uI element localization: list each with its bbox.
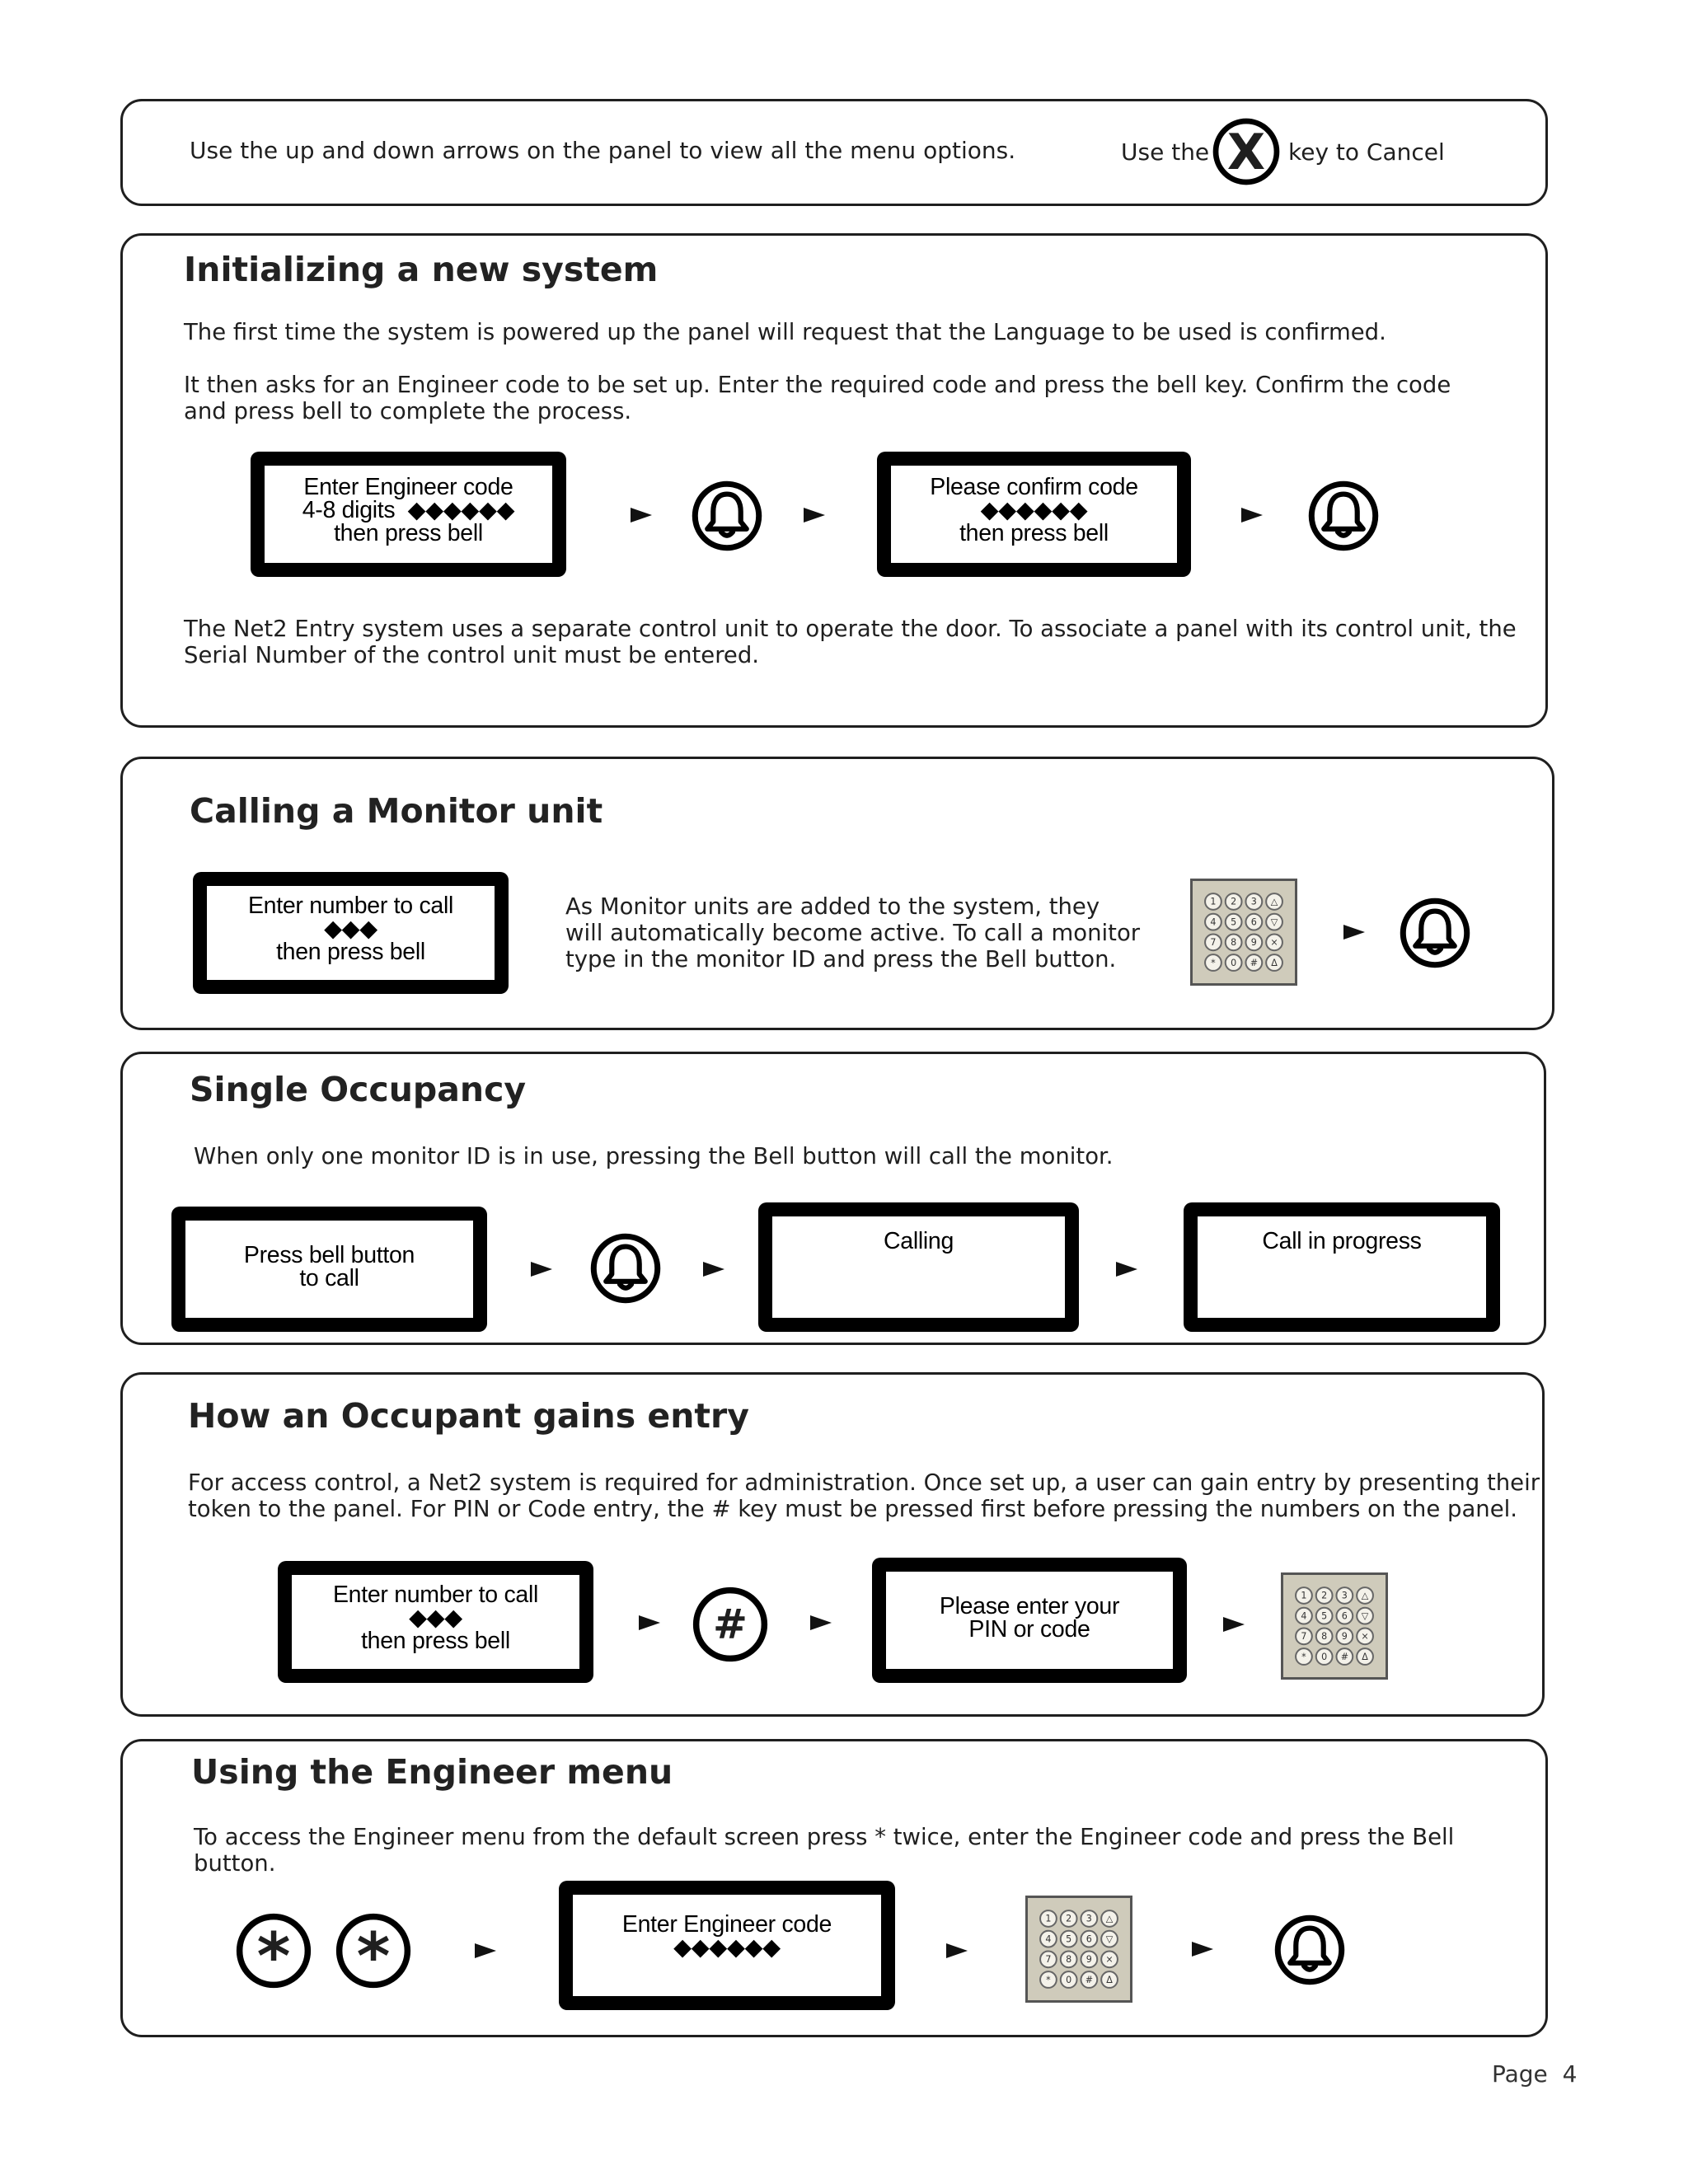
cancel-x-icon: X — [1212, 117, 1281, 186]
monitor-text-2: will automatically become active. To call a monitor — [565, 920, 1141, 946]
keypad-key-label: * — [1046, 1974, 1051, 1985]
lcd-call-in-progress: Call in progress — [1184, 1202, 1500, 1332]
lcd-enter-engineer-code-2: Enter Engineer code ◆◆◆◆◆◆ — [559, 1881, 895, 2010]
keypad-key-label: 7 — [1210, 937, 1217, 949]
arrow-right-icon — [1223, 1617, 1245, 1632]
lcd-enter-pin: Please enter your PIN or code — [872, 1558, 1187, 1683]
keypad-key-label: Δ — [1362, 1651, 1368, 1662]
lcd-enter-number: Enter number to call ◆◆◆ then press bell — [193, 872, 509, 994]
bell-icon — [589, 1232, 662, 1308]
keypad-key-label: ▽ — [1361, 1610, 1369, 1622]
keypad-key-label: 3 — [1250, 896, 1257, 907]
arrow-right-icon — [804, 508, 825, 523]
init-para-3a: The Net2 Entry system uses a separate control unit to operate the door. To associate a panel with its control unit, the — [184, 616, 1517, 642]
keypad-key-label: 8 — [1066, 1954, 1072, 1966]
keypad-key-label: 6 — [1250, 916, 1257, 928]
hash-key-icon: # — [692, 1586, 769, 1663]
keypad-icon — [1281, 1572, 1388, 1680]
top-note-text: Use the up and down arrows on the panel to view all the menu options. — [190, 137, 1016, 164]
bell-icon — [1307, 480, 1380, 555]
keypad-key-label: × — [1105, 1954, 1114, 1966]
keypad-key-label: 1 — [1210, 896, 1217, 907]
keypad-key-label: 0 — [1231, 957, 1237, 968]
keypad-key-label: ▽ — [1270, 916, 1278, 928]
arrow-right-icon — [810, 1615, 832, 1630]
keypad-key-label: 1 — [1301, 1590, 1307, 1601]
keypad-key-label: △ — [1361, 1590, 1369, 1601]
keypad-key-label: 6 — [1085, 1933, 1092, 1945]
keypad-key-label: 0 — [1321, 1651, 1328, 1662]
keypad-key-label: 7 — [1301, 1631, 1307, 1643]
keypad-key-label: 3 — [1085, 1913, 1092, 1924]
keypad-key-label: 4 — [1301, 1610, 1307, 1622]
keypad-key-label: 8 — [1321, 1631, 1328, 1643]
keypad-key-label: × — [1361, 1631, 1369, 1643]
cancel-suffix: key to Cancel — [1288, 138, 1445, 166]
keypad-key-label: 2 — [1231, 896, 1237, 907]
monitor-title: Calling a Monitor unit — [190, 791, 603, 831]
single-para: When only one monitor ID is in use, pressing the Bell button will call the monitor. — [194, 1143, 1114, 1169]
init-para-2a: It then asks for an Engineer code to be set up. Enter the required code and press the bell key. Confirm the code — [184, 372, 1451, 398]
keypad-key-label: △ — [1270, 896, 1278, 907]
arrow-right-icon — [1192, 1942, 1213, 1957]
page-number: Page 4 — [1492, 2060, 1578, 2088]
entry-title: How an Occupant gains entry — [188, 1396, 749, 1436]
keypad-key-label: 9 — [1341, 1631, 1348, 1643]
keypad-key-label: 5 — [1231, 916, 1237, 928]
engineer-title: Using the Engineer menu — [191, 1752, 673, 1792]
single-title: Single Occupancy — [190, 1070, 527, 1109]
entry-para-2: token to the panel. For PIN or Code entry, the # key must be pressed first before pressing the numbers on the panel. — [188, 1496, 1518, 1522]
monitor-text-1: As Monitor units are added to the system, they — [565, 893, 1100, 920]
init-para-2b: and press bell to complete the process. — [184, 398, 632, 424]
init-para-1: The first time the system is powered up the panel will request that the Language to be used is confirmed. — [184, 319, 1386, 345]
bell-icon — [691, 480, 763, 555]
entry-para-1: For access control, a Net2 system is required for administration. Once set up, a user can gain entry by presenting their — [188, 1469, 1540, 1496]
keypad-key-label: # — [1085, 1974, 1094, 1985]
keypad-key-label: # — [1250, 957, 1259, 968]
bell-icon — [1399, 897, 1471, 972]
keypad-key-label: 7 — [1045, 1954, 1052, 1966]
engineer-para-2: button. — [194, 1850, 276, 1877]
init-para-3b: Serial Number of the control unit must be entered. — [184, 642, 760, 668]
engineer-para-1: To access the Engineer menu from the default screen press * twice, enter the Engineer code and press the Bell — [194, 1824, 1455, 1850]
keypad-key-label: 9 — [1085, 1954, 1092, 1966]
keypad-key-label: 8 — [1231, 937, 1237, 949]
keypad-key-label: * — [1211, 957, 1216, 968]
keypad-key-label: 1 — [1045, 1913, 1052, 1924]
keypad-key-label: 6 — [1341, 1610, 1348, 1622]
keypad-key-label: ▽ — [1105, 1933, 1114, 1945]
keypad-key-label: Δ — [1106, 1974, 1113, 1985]
keypad-key-label: 5 — [1066, 1933, 1072, 1945]
lcd-calling: Calling — [758, 1202, 1079, 1332]
keypad-key-label: Δ — [1271, 957, 1278, 968]
arrow-right-icon — [639, 1615, 660, 1630]
keypad-key-label: 2 — [1066, 1913, 1072, 1924]
arrow-right-icon — [531, 1262, 552, 1277]
keypad-key-label: × — [1270, 937, 1278, 949]
keypad-key-label: 4 — [1210, 916, 1217, 928]
keypad-key-label: # — [1340, 1651, 1349, 1662]
arrow-right-icon — [946, 1943, 968, 1958]
keypad-key-label: 2 — [1321, 1590, 1328, 1601]
lcd-confirm-code: Please confirm code ◆◆◆◆◆◆ then press bell — [877, 452, 1191, 577]
arrow-right-icon — [1241, 508, 1263, 523]
arrow-right-icon — [1343, 925, 1365, 940]
keypad-icon — [1025, 1896, 1132, 2003]
star-key-icon: * — [235, 1912, 312, 1990]
keypad-icon — [1190, 879, 1297, 986]
lcd-press-bell: Press bell button to call — [171, 1207, 487, 1332]
arrow-right-icon — [1116, 1262, 1137, 1277]
keypad-key-label: △ — [1105, 1913, 1114, 1924]
keypad-key-label: 3 — [1341, 1590, 1348, 1601]
arrow-right-icon — [703, 1262, 724, 1277]
lcd-enter-number: Enter number to call ◆◆◆ then press bell — [278, 1561, 593, 1683]
keypad-key-label: * — [1301, 1651, 1306, 1662]
init-title: Initializing a new system — [184, 250, 659, 289]
star-key-icon: * — [335, 1912, 412, 1990]
lcd-enter-engineer-code: Enter Engineer code 4-8 digits ◆◆◆◆◆◆ then press bell — [251, 452, 566, 577]
keypad-key-label: 9 — [1250, 937, 1257, 949]
keypad-key-label: 0 — [1066, 1974, 1072, 1985]
arrow-right-icon — [631, 508, 652, 523]
keypad-key-label: 4 — [1045, 1933, 1052, 1945]
keypad-key-label: 5 — [1321, 1610, 1328, 1622]
arrow-right-icon — [475, 1943, 496, 1958]
cancel-prefix: Use the — [1121, 138, 1210, 166]
bell-icon — [1273, 1914, 1346, 1990]
monitor-text-3: type in the monitor ID and press the Bell button. — [565, 946, 1117, 972]
